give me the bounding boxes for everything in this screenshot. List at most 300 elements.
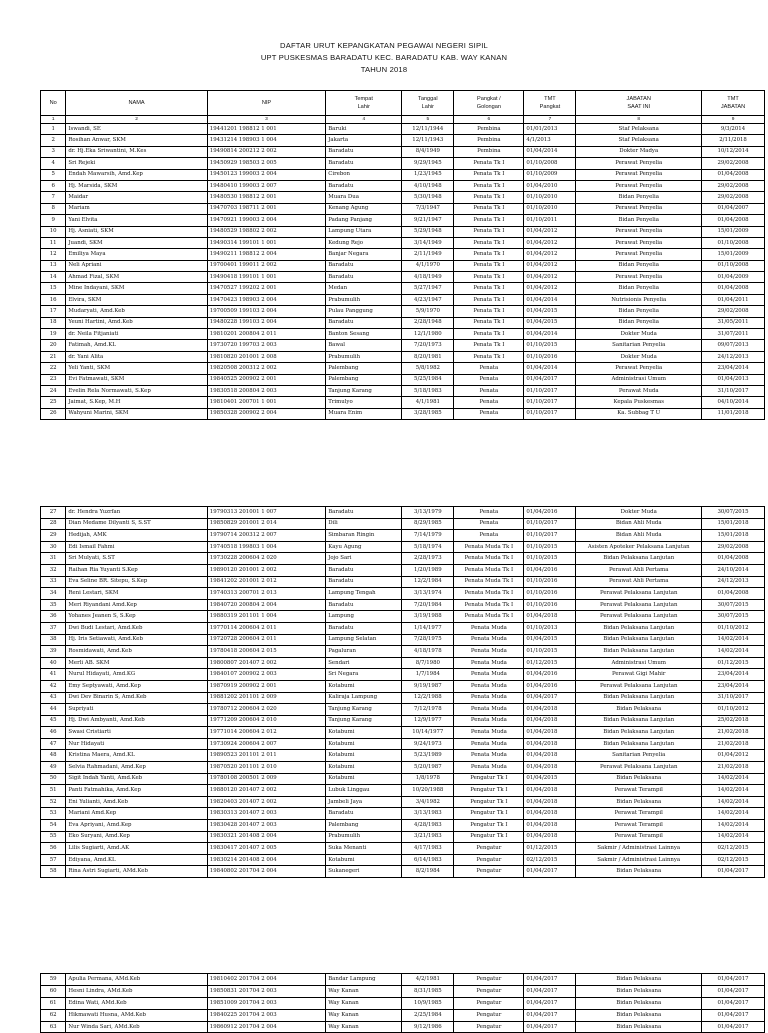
cell-no: 9 xyxy=(41,215,66,226)
cell-tmt-jabatan: 14/02/2014 xyxy=(702,820,765,832)
cell-nama: Rosihan Anwar, SKM xyxy=(66,135,207,146)
cell-nip: 19730228 200604 2 020 xyxy=(207,553,325,565)
cell-tempat-lahir: Banjar Negara xyxy=(326,249,402,260)
cell-nip: 19470921 199003 2 004 xyxy=(207,215,325,226)
cell-no: 4 xyxy=(41,158,66,169)
cell-nip: 19480410 199003 2 007 xyxy=(207,180,325,191)
cell-no: 14 xyxy=(41,272,66,283)
cell-nip: 19881202 201101 2 009 xyxy=(207,692,325,704)
cell-pangkat: Penata Tk I xyxy=(454,169,524,180)
table-row xyxy=(41,854,765,866)
cell-tanggal-lahir: 7/20/1984 xyxy=(402,599,454,611)
cell-tanggal-lahir: 8/29/1985 xyxy=(402,518,454,530)
cell-pangkat: Penata xyxy=(454,363,524,374)
table-row xyxy=(41,843,765,855)
cell-no: 39 xyxy=(41,646,66,658)
cell-jabatan: Dokter Muda xyxy=(576,351,702,362)
cell-tmt-jabatan: 30/07/2015 xyxy=(702,599,765,611)
cell-tempat-lahir: Pagaluran xyxy=(326,646,402,658)
cell-pangkat: Penata Tk I xyxy=(454,340,524,351)
cell-no: 49 xyxy=(41,762,66,774)
cell-tmt-pangkat: 01/10/2017 xyxy=(524,518,576,530)
header-tempat-lahir: Tempat Lahir xyxy=(326,91,402,116)
cell-tanggal-lahir: 9/19/1987 xyxy=(402,680,454,692)
cell-nama: Yohanes Jeanen S, S.Kep xyxy=(66,611,207,623)
cell-tempat-lahir: Jambeli Jaya xyxy=(326,796,402,808)
cell-tempat-lahir: Padang Panjang xyxy=(326,215,402,226)
cell-no: 1 xyxy=(41,124,66,135)
cell-no: 52 xyxy=(41,796,66,808)
cell-pangkat: Pengatur xyxy=(454,1021,524,1033)
cell-tmt-jabatan: 31/10/2017 xyxy=(702,692,765,704)
header-tmt-jabatan: TMT JABATAN xyxy=(702,91,765,116)
table-row xyxy=(41,135,765,146)
cell-tmt-pangkat: 01/04/2014 xyxy=(524,363,576,374)
cell-jabatan: Perawat Terampil xyxy=(576,820,702,832)
cell-no: 31 xyxy=(41,553,66,565)
cell-pangkat: Penata xyxy=(454,385,524,396)
cell-nama: Sri Rejeki xyxy=(66,158,207,169)
cell-tmt-jabatan: 24/12/2013 xyxy=(702,351,765,362)
cell-tmt-jabatan: 11/01/2018 xyxy=(702,408,765,419)
cell-jabatan: Dokter Madya xyxy=(576,146,702,157)
cell-nip: 19820403 201407 2 002 xyxy=(207,796,325,808)
cell-jabatan: Bidan Pelaksana xyxy=(576,866,702,878)
cell-nama: Mariam xyxy=(66,203,207,214)
cell-pangkat: Penata Muda Tk I xyxy=(454,588,524,600)
cell-jabatan: Perawat Penyelia xyxy=(576,272,702,283)
cell-jabatan: Bidan Penyelia xyxy=(576,317,702,328)
cell-tanggal-lahir: 3/13/1974 xyxy=(402,588,454,600)
cell-pangkat: Penata Muda Tk I xyxy=(454,599,524,611)
cell-nip: 19740313 200701 2 013 xyxy=(207,588,325,600)
cell-tmt-jabatan: 21/02/2018 xyxy=(702,762,765,774)
cell-nip: 19820508 200312 2 002 xyxy=(207,363,325,374)
cell-jabatan: Dokter Muda xyxy=(576,329,702,340)
cell-nama: Yeuni Hartini, Amd.Keb xyxy=(66,317,207,328)
cell-nama: Ediyana, Amd.KL xyxy=(66,854,207,866)
cell-tempat-lahir: Way Kanan xyxy=(326,1009,402,1021)
cell-nama: Maidar xyxy=(66,192,207,203)
cell-nama: Dian Medame Dilyanti S, S.ST xyxy=(66,518,207,530)
cell-tempat-lahir: Trimulyo xyxy=(326,397,402,408)
cell-nip: 19890523 201101 2 011 xyxy=(207,750,325,762)
cell-tmt-pangkat: 01/04/2010 xyxy=(524,180,576,191)
cell-tempat-lahir: Baradatu xyxy=(326,622,402,634)
cell-tanggal-lahir: 3/13/1983 xyxy=(402,808,454,820)
cell-tmt-jabatan: 24/10/2014 xyxy=(702,564,765,576)
cell-no: 54 xyxy=(41,820,66,832)
cell-no: 43 xyxy=(41,692,66,704)
table-row xyxy=(41,249,765,260)
cell-nama: Hedijah, AMK xyxy=(66,530,207,542)
cell-no: 27 xyxy=(41,507,66,519)
cell-no: 34 xyxy=(41,588,66,600)
cell-tmt-pangkat: 01/04/2015 xyxy=(524,317,576,328)
cell-nip: 19490211 198812 2 004 xyxy=(207,249,325,260)
cell-no: 41 xyxy=(41,669,66,681)
table-row xyxy=(41,727,765,739)
cell-jabatan: Perawat Penyelia xyxy=(576,363,702,374)
cell-nip: 19490814 200212 2 002 xyxy=(207,146,325,157)
cell-no: 26 xyxy=(41,408,66,419)
cell-nip: 19830313 201407 2 003 xyxy=(207,808,325,820)
cell-tanggal-lahir: 4/1/1970 xyxy=(402,260,454,271)
cell-nip: 19880120 201407 2 002 xyxy=(207,785,325,797)
cell-tmt-pangkat: 01/04/2017 xyxy=(524,692,576,704)
cell-tanggal-lahir: 8/20/1981 xyxy=(402,351,454,362)
cell-pangkat: Pengatur xyxy=(454,1009,524,1021)
cell-jabatan: Perawat Ahli Pertama xyxy=(576,564,702,576)
table-row xyxy=(41,974,765,986)
cell-no: 36 xyxy=(41,611,66,623)
cell-tanggal-lahir: 2/25/1984 xyxy=(402,1009,454,1021)
cell-jabatan: Perawat Pelaksana Lanjutan xyxy=(576,680,702,692)
cell-jabatan: Administrasi Umum xyxy=(576,374,702,385)
cell-pangkat: Penata xyxy=(454,507,524,519)
cell-pangkat: Pembina xyxy=(454,146,524,157)
cell-nip: 19840525 200902 2 001 xyxy=(207,374,325,385)
cell-tmt-jabatan: 01/10/2012 xyxy=(702,622,765,634)
cell-tmt-jabatan: 15/01/2009 xyxy=(702,249,765,260)
cell-tanggal-lahir: 1/20/1989 xyxy=(402,564,454,576)
cell-tmt-jabatan: 14/02/2014 xyxy=(702,785,765,797)
staff-table-section-2 xyxy=(40,506,765,878)
cell-pangkat: Penata xyxy=(454,530,524,542)
cell-tanggal-lahir: 8/31/1985 xyxy=(402,985,454,997)
cell-jabatan: Perawat Gigi Mahir xyxy=(576,669,702,681)
cell-tempat-lahir: Banton Sesang xyxy=(326,329,402,340)
table-row xyxy=(41,820,765,832)
cell-tanggal-lahir: 5/27/1947 xyxy=(402,283,454,294)
cell-tanggal-lahir: 9/21/1947 xyxy=(402,215,454,226)
cell-pangkat: Pengatur Tk I xyxy=(454,808,524,820)
cell-nip: 19771209 200604 2 010 xyxy=(207,715,325,727)
cell-nip: 19830214 201408 2 004 xyxy=(207,854,325,866)
cell-nama: Hj. Dwi Ambyanti, Amd.Keb xyxy=(66,715,207,727)
table-row xyxy=(41,272,765,283)
cell-tmt-pangkat: 01/04/2017 xyxy=(524,974,576,986)
cell-tmt-pangkat: 01/04/2018 xyxy=(524,831,576,843)
cell-tmt-pangkat: 01/04/2017 xyxy=(524,866,576,878)
cell-tmt-jabatan: 15/01/2018 xyxy=(702,518,765,530)
header-tanggal-lahir: Tanggal Lahir xyxy=(402,91,454,116)
header-jabatan: JABATAN SAAT INI xyxy=(576,91,702,116)
cell-nama: Lilis Sugiarti, Amd.AK xyxy=(66,843,207,855)
table-header-row xyxy=(41,91,765,116)
cell-no: 60 xyxy=(41,985,66,997)
cell-tanggal-lahir: 1/7/1984 xyxy=(402,669,454,681)
cell-pangkat: Penata Muda xyxy=(454,762,524,774)
cell-jabatan: Bidan Penyelia xyxy=(576,192,702,203)
cell-tanggal-lahir: 7/3/1947 xyxy=(402,203,454,214)
cell-tmt-jabatan: 30/07/2015 xyxy=(702,611,765,623)
cell-nip: 19810820 201001 2 008 xyxy=(207,351,325,362)
cell-tmt-jabatan: 15/01/2009 xyxy=(702,226,765,237)
cell-nip: 19841202 201001 2 012 xyxy=(207,576,325,588)
cell-nama: Neli Apriani xyxy=(66,260,207,271)
table-row xyxy=(41,408,765,419)
cell-tmt-jabatan: 04/10/2014 xyxy=(702,397,765,408)
table-row xyxy=(41,294,765,305)
cell-pangkat: Penata Tk I xyxy=(454,226,524,237)
cell-tempat-lahir: Baradatu xyxy=(326,564,402,576)
column-number: 4 xyxy=(326,116,402,124)
cell-tempat-lahir: Lampung Utara xyxy=(326,226,402,237)
cell-tanggal-lahir: 5/8/1982 xyxy=(402,363,454,374)
cell-tmt-pangkat: 01/10/2015 xyxy=(524,646,576,658)
cell-nip: 19840107 200902 2 003 xyxy=(207,669,325,681)
header-nama: NAMA xyxy=(66,91,207,116)
cell-tmt-jabatan: 01/04/2009 xyxy=(702,272,765,283)
cell-jabatan: Perawat Pelaksana Lanjutan xyxy=(576,599,702,611)
cell-tempat-lahir: Kedung Rejo xyxy=(326,237,402,248)
cell-pangkat: Pengatur Tk I xyxy=(454,820,524,832)
table-row xyxy=(41,226,765,237)
cell-tempat-lahir: Baradatu xyxy=(326,180,402,191)
cell-no: 56 xyxy=(41,843,66,855)
cell-tmt-pangkat: 01/04/2012 xyxy=(524,283,576,294)
cell-jabatan: Asisten Apoteker Pelaksana Lanjutan xyxy=(576,541,702,553)
cell-tmt-jabatan: 2/11/2018 xyxy=(702,135,765,146)
cell-pangkat: Penata Muda xyxy=(454,669,524,681)
cell-tmt-jabatan: 14/02/2014 xyxy=(702,808,765,820)
cell-nama: Evelin Rela Normawati, S.Kep xyxy=(66,385,207,396)
cell-nama: Nur Hidayati xyxy=(66,738,207,750)
cell-nama: Apulia Permana, AMd.Keb xyxy=(66,974,207,986)
cell-tmt-pangkat: 01/12/2015 xyxy=(524,843,576,855)
cell-pangkat: Penata Tk I xyxy=(454,203,524,214)
column-number: 3 xyxy=(207,116,325,124)
cell-tmt-jabatan: 01/04/2012 xyxy=(702,750,765,762)
cell-no: 29 xyxy=(41,530,66,542)
cell-jabatan: Bidan Ahli Muda xyxy=(576,530,702,542)
table-row xyxy=(41,831,765,843)
cell-jabatan: Bidan Pelaksana Lanjutan xyxy=(576,553,702,565)
cell-tmt-jabatan: 10/12/2014 xyxy=(702,146,765,157)
table-row xyxy=(41,385,765,396)
cell-nama: Panti Fatmahika, Amd.Kep xyxy=(66,785,207,797)
cell-nama: Hj. Asniati, SKM xyxy=(66,226,207,237)
cell-tanggal-lahir: 5/23/1989 xyxy=(402,750,454,762)
cell-tempat-lahir: Kayu Agung xyxy=(326,541,402,553)
cell-nip: 19830321 201408 2 004 xyxy=(207,831,325,843)
cell-no: 7 xyxy=(41,192,66,203)
cell-pangkat: Penata Tk I xyxy=(454,260,524,271)
cell-tmt-pangkat: 4/1/2013 xyxy=(524,135,576,146)
staff-table-section-3 xyxy=(40,973,765,1033)
cell-tmt-pangkat: 01/04/2017 xyxy=(524,1021,576,1033)
header-nip: NIP xyxy=(207,91,325,116)
cell-tmt-jabatan: 31/07/2011 xyxy=(702,329,765,340)
cell-pangkat: Penata Tk I xyxy=(454,180,524,191)
cell-nip: 19720728 200604 2 011 xyxy=(207,634,325,646)
column-number: 2 xyxy=(66,116,207,124)
cell-tmt-pangkat: 01/04/2015 xyxy=(524,306,576,317)
cell-nip: 19771014 200604 2 012 xyxy=(207,727,325,739)
cell-tmt-jabatan: 29/02/2008 xyxy=(702,192,765,203)
cell-tanggal-lahir: 10/14/1977 xyxy=(402,727,454,739)
cell-tmt-pangkat: 01/04/2015 xyxy=(524,773,576,785)
cell-pangkat: Penata Muda xyxy=(454,750,524,762)
table-row xyxy=(41,374,765,385)
cell-nama: Sri Mulyati, S.ST xyxy=(66,553,207,565)
cell-tanggal-lahir: 5/18/1974 xyxy=(402,541,454,553)
cell-tempat-lahir: Palembang xyxy=(326,363,402,374)
cell-tmt-jabatan: 01/04/2017 xyxy=(702,974,765,986)
cell-nama: Fatimah, Amd.KL xyxy=(66,340,207,351)
cell-nip: 19860912 201704 2 004 xyxy=(207,1021,325,1033)
cell-nama: Edi Ismail Fahmi xyxy=(66,541,207,553)
cell-no: 59 xyxy=(41,974,66,986)
cell-tmt-jabatan: 01/04/2017 xyxy=(702,866,765,878)
cell-pangkat: Penata Muda Tk I xyxy=(454,553,524,565)
cell-tmt-pangkat: 01/04/2012 xyxy=(524,237,576,248)
cell-tmt-pangkat: 01/04/2018 xyxy=(524,750,576,762)
cell-nama: Eni Yulianti, Amd.Keb xyxy=(66,796,207,808)
table-row xyxy=(41,622,765,634)
cell-nip: 19850831 201704 2 003 xyxy=(207,985,325,997)
cell-tanggal-lahir: 10/20/1988 xyxy=(402,785,454,797)
cell-tempat-lahir: Tanjung Karang xyxy=(326,704,402,716)
cell-jabatan: Bidan Pelaksana xyxy=(576,704,702,716)
cell-nama: dr. Yani Alita xyxy=(66,351,207,362)
cell-tmt-jabatan: 29/02/2008 xyxy=(702,180,765,191)
cell-tempat-lahir: Baradatu xyxy=(326,272,402,283)
cell-tmt-jabatan: 01/12/2015 xyxy=(702,657,765,669)
cell-pangkat: Pengatur xyxy=(454,843,524,855)
cell-tanggal-lahir: 5/29/1948 xyxy=(402,226,454,237)
cell-no: 51 xyxy=(41,785,66,797)
cell-nip: 19470703 198711 2 001 xyxy=(207,203,325,214)
cell-nama: Dwi Budi Lestari, Amd.Keb xyxy=(66,622,207,634)
cell-jabatan: Dokter Muda xyxy=(576,507,702,519)
cell-tempat-lahir: Cirebon xyxy=(326,169,402,180)
cell-nip: 19850829 201001 2 014 xyxy=(207,518,325,530)
cell-jabatan: Bidan Penyelia xyxy=(576,215,702,226)
table-row xyxy=(41,340,765,351)
cell-tanggal-lahir: 9/12/1986 xyxy=(402,1021,454,1033)
cell-jabatan: Bidan Pelaksana Lanjutan xyxy=(576,646,702,658)
cell-tmt-pangkat: 01/04/2018 xyxy=(524,820,576,832)
cell-pangkat: Penata Tk I xyxy=(454,272,524,283)
cell-tmt-pangkat: 01/10/2016 xyxy=(524,588,576,600)
cell-tanggal-lahir: 12/11/1944 xyxy=(402,124,454,135)
cell-pangkat: Penata Tk I xyxy=(454,351,524,362)
cell-tmt-pangkat: 01/04/2016 xyxy=(524,564,576,576)
cell-pangkat: Penata Tk I xyxy=(454,294,524,305)
cell-tmt-jabatan: 14/02/2014 xyxy=(702,773,765,785)
table-row xyxy=(41,657,765,669)
cell-tanggal-lahir: 3/19/1988 xyxy=(402,611,454,623)
cell-tmt-pangkat: 01/12/2015 xyxy=(524,657,576,669)
cell-tanggal-lahir: 9/24/1973 xyxy=(402,738,454,750)
cell-tmt-pangkat: 01/10/2009 xyxy=(524,169,576,180)
cell-no: 42 xyxy=(41,680,66,692)
cell-tanggal-lahir: 5/30/1948 xyxy=(402,192,454,203)
cell-no: 33 xyxy=(41,576,66,588)
cell-jabatan: Perawat Penyelia xyxy=(576,237,702,248)
table-row xyxy=(41,985,765,997)
cell-jabatan: Sakmir / Administrasi Lainnya xyxy=(576,843,702,855)
cell-tmt-pangkat: 01/10/2017 xyxy=(524,397,576,408)
cell-tmt-pangkat: 01/10/2016 xyxy=(524,576,576,588)
cell-no: 23 xyxy=(41,374,66,385)
cell-nip: 19450929 198503 2 005 xyxy=(207,158,325,169)
table-row xyxy=(41,997,765,1009)
cell-tanggal-lahir: 5/18/1983 xyxy=(402,385,454,396)
cell-nip: 19700509 199103 2 004 xyxy=(207,306,325,317)
cell-jabatan: Perawat Terampil xyxy=(576,785,702,797)
cell-pangkat: Penata Tk I xyxy=(454,317,524,328)
cell-nip: 19810402 201704 2 004 xyxy=(207,974,325,986)
cell-jabatan: Bidan Pelaksana Lanjutan xyxy=(576,692,702,704)
cell-nama: Hj. Iris Setiawati, Amd.Keb xyxy=(66,634,207,646)
cell-no: 57 xyxy=(41,854,66,866)
cell-no: 55 xyxy=(41,831,66,843)
cell-tempat-lahir: Jakarta xyxy=(326,135,402,146)
cell-jabatan: Perawat Penyelia xyxy=(576,226,702,237)
cell-tempat-lahir: Palembang xyxy=(326,820,402,832)
cell-no: 22 xyxy=(41,363,66,374)
cell-tmt-pangkat: 01/04/2018 xyxy=(524,762,576,774)
cell-pangkat: Penata Muda xyxy=(454,692,524,704)
cell-nip: 19830518 200804 2 003 xyxy=(207,385,325,396)
cell-tmt-pangkat: 01/04/2015 xyxy=(524,634,576,646)
table-row xyxy=(41,866,765,878)
cell-nip: 19740518 199803 1 004 xyxy=(207,541,325,553)
cell-tmt-pangkat: 01/04/2012 xyxy=(524,272,576,283)
cell-tempat-lahir: Lubuk Linggau xyxy=(326,785,402,797)
cell-jabatan: Perawat Penyelia xyxy=(576,180,702,191)
cell-tmt-jabatan: 29/02/2008 xyxy=(702,541,765,553)
cell-nip: 19450123 199003 2 004 xyxy=(207,169,325,180)
cell-tmt-jabatan: 01/10/2008 xyxy=(702,237,765,248)
cell-tanggal-lahir: 7/14/1979 xyxy=(402,530,454,542)
header-tmt-pangkat: TMT Pangkat xyxy=(524,91,576,116)
table-row xyxy=(41,317,765,328)
cell-tempat-lahir: Kotabumi xyxy=(326,854,402,866)
cell-tmt-pangkat: 01/04/2017 xyxy=(524,985,576,997)
cell-tmt-jabatan: 9/3/2014 xyxy=(702,124,765,135)
cell-nama: Mudaryati, Amd.Keb xyxy=(66,306,207,317)
table-row xyxy=(41,146,765,157)
cell-no: 5 xyxy=(41,169,66,180)
cell-jabatan: Kepala Puskesmas xyxy=(576,397,702,408)
cell-nama: Mariani Amd.Kep xyxy=(66,808,207,820)
cell-tmt-jabatan: 29/02/2008 xyxy=(702,158,765,169)
cell-tmt-pangkat: 01/04/2018 xyxy=(524,808,576,820)
table-row xyxy=(41,680,765,692)
cell-tanggal-lahir: 6/14/1983 xyxy=(402,854,454,866)
cell-tanggal-lahir: 1/14/1977 xyxy=(402,622,454,634)
cell-pangkat: Penata Muda xyxy=(454,738,524,750)
cell-jabatan: Perawat Pelaksana Lanjutan xyxy=(576,762,702,774)
cell-nip: 19851009 201704 2 003 xyxy=(207,997,325,1009)
document-title-block xyxy=(0,40,768,76)
cell-no: 2 xyxy=(41,135,66,146)
cell-tmt-jabatan: 01/04/2013 xyxy=(702,374,765,385)
cell-tempat-lahir: Tanjung Karang xyxy=(326,715,402,727)
cell-tanggal-lahir: 3/14/1949 xyxy=(402,237,454,248)
cell-pangkat: Penata Tk I xyxy=(454,158,524,169)
cell-nama: Hj. Marsida, SKM xyxy=(66,180,207,191)
cell-pangkat: Penata xyxy=(454,374,524,385)
cell-tmt-pangkat: 01/04/2018 xyxy=(524,738,576,750)
cell-tmt-pangkat: 01/10/2011 xyxy=(524,215,576,226)
cell-tempat-lahir: Simbaran Ringin xyxy=(326,530,402,542)
cell-nip: 19800807 201407 2 002 xyxy=(207,657,325,669)
